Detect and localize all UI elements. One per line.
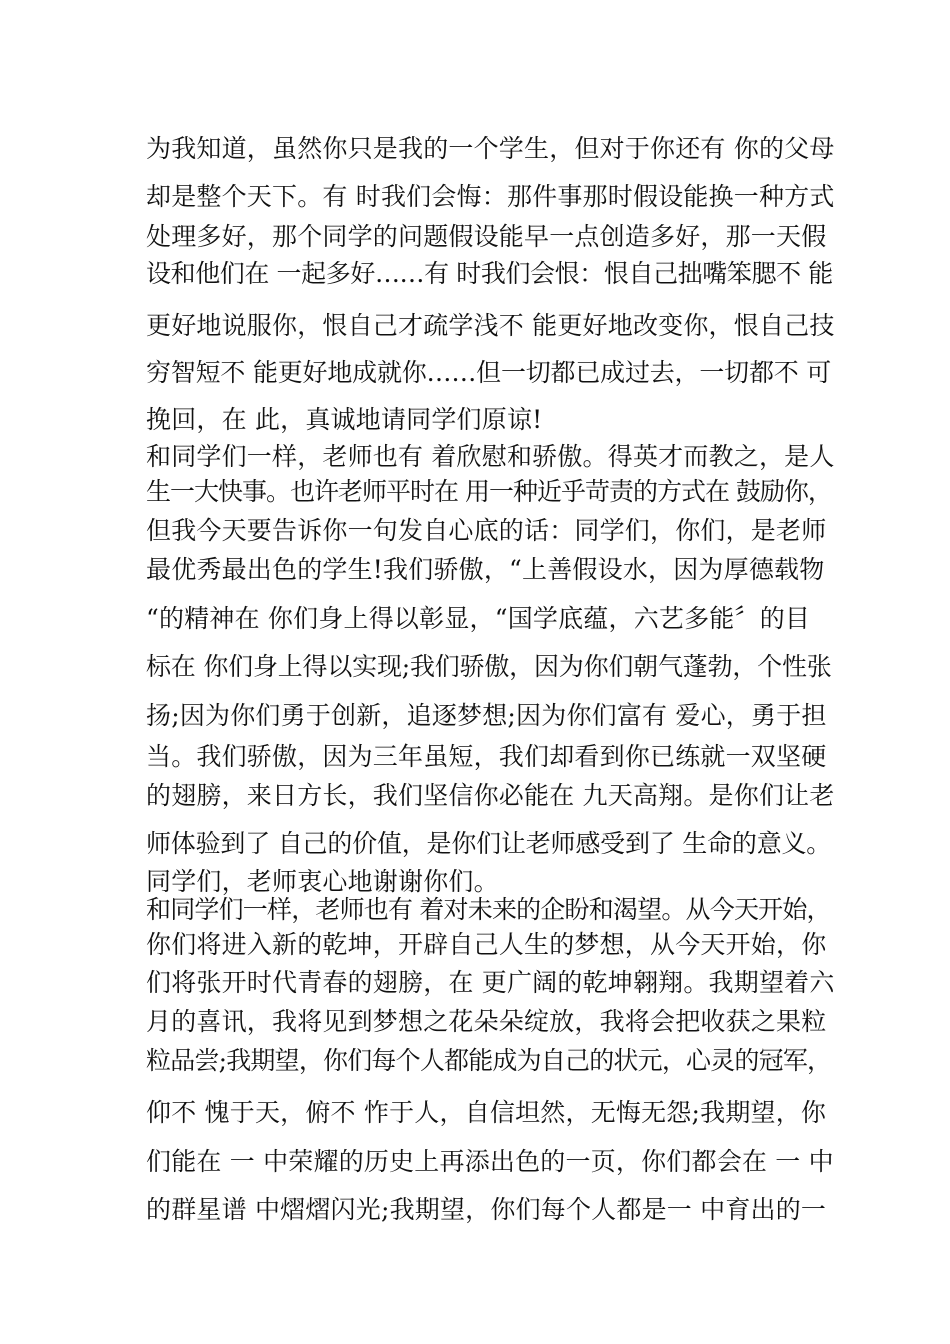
text-line: 仰不 愧于天，俯不 怍于人，自信坦然，无悔无怨;我期望，你 [146, 1098, 827, 1127]
text-line: 生一大快事。也许老师平时在 用一种近乎苛责的方式在 鼓励你， [146, 477, 832, 506]
text-line: 和同学们一样，老师也有 着欣慰和骄傲。得英才而教之，是人 [146, 442, 835, 471]
text-line: 你们将进入新的乾坤，开辟自己人生的梦想，从今天开始，你 [146, 930, 827, 959]
text-line: 更好地说服你，恨自己才疏学浅不 能更好地改变你，恨自己技 [146, 311, 835, 340]
text-line: 的翅膀，来日方长，我们坚信你必能在 九天高翔。是你们让老 [146, 781, 835, 810]
text-line: 标在 你们身上得以实现;我们骄傲，因为你们朝气蓬勃，个性张 [146, 652, 832, 681]
text-line: “的精神在 你们身上得以彰显，“国学底蕴，六艺多能〞的目 [146, 604, 811, 633]
text-line: 同学们，老师衷心地谢谢你们。 [146, 867, 499, 896]
text-line: 粒品尝;我期望，你们每个人都能成为自己的状元，心灵的冠军， [146, 1046, 832, 1075]
text-line: 的群星谱 中熠熠闪光;我期望，你们每个人都是一 中育出的一 [146, 1195, 827, 1224]
text-line: 处理多好，那个同学的问题假设能早一点创造多好，那一天假 [146, 222, 827, 251]
text-line: 月的喜讯，我将见到梦想之花朵朵绽放，我将会把收获之果粒 [146, 1007, 827, 1036]
text-line: 为我知道，虽然你只是我的一个学生，但对于你还有 你的父母 [146, 134, 835, 163]
text-line: 但我今天要告诉你一句发自心底的话：同学们，你们，是老师 [146, 516, 827, 545]
text-line: 却是整个天下。有 时我们会悔：那件事那时假设能换一种方式 [146, 182, 835, 211]
text-line: 挽回，在 此，真诚地请同学们原谅! [146, 405, 543, 434]
text-line: 穷智短不 能更好地成就你……但一切都已成过去，一切都不 可 [146, 358, 832, 387]
text-line: 们将张开时代青春的翅膀，在 更广阔的乾坤翱翔。我期望着六 [146, 968, 835, 997]
text-line: 和同学们一样，老师也有 着对未来的企盼和渴望。从今天开始， [146, 895, 831, 924]
text-line: 设和他们在 一起多好……有 时我们会恨：恨自己拙嘴笨腮不 能 [146, 259, 833, 288]
text-line: 当。我们骄傲，因为三年虽短，我们却看到你已练就一双坚硬 [146, 742, 827, 771]
text-line: 们能在 一 中荣耀的历史上再添出色的一页，你们都会在 一 中 [146, 1147, 834, 1176]
text-line: 扬;因为你们勇于创新，追逐梦想;因为你们富有 爱心，勇于担 [146, 701, 827, 730]
text-line: 师体验到了 自己的价值，是你们让老师感受到了 生命的意义。 [146, 829, 832, 858]
text-line: 最优秀最出色的学生!我们骄傲，“上善假设水，因为厚德载物 [146, 555, 825, 584]
